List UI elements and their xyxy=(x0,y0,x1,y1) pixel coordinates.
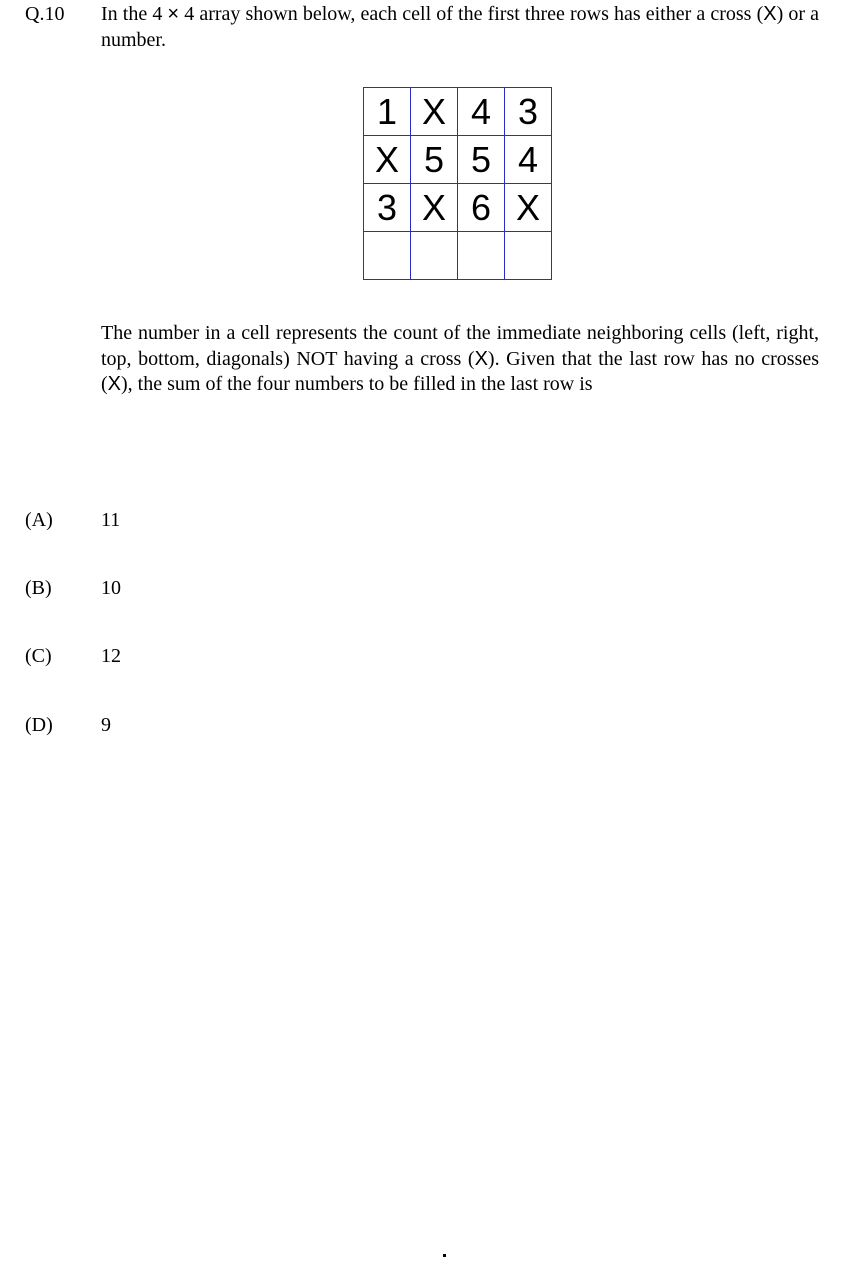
question-number: Q.10 xyxy=(25,3,65,25)
page-footer-mark xyxy=(443,1254,446,1257)
option-label: (B) xyxy=(25,577,52,599)
number-grid xyxy=(363,87,552,280)
grid-row xyxy=(364,184,552,232)
grid-cell-empty xyxy=(505,232,552,280)
option-label: (A) xyxy=(25,509,53,531)
intro-text-1: In the 4 xyxy=(101,3,168,25)
cross-symbol: X xyxy=(474,347,488,370)
option-value: 11 xyxy=(101,509,121,531)
question-body xyxy=(101,321,819,398)
grid-cell: 4 xyxy=(505,136,552,184)
intro-text-2: 4 array shown below, each cell of the first three rows has either a cross ( xyxy=(179,3,764,25)
body-text-2: ). Given that the last row has no crosses ( xyxy=(101,347,820,395)
grid-cell: X xyxy=(411,184,458,232)
grid-cell: 5 xyxy=(411,136,458,184)
grid-cell: 3 xyxy=(505,88,552,136)
grid-cell-empty xyxy=(364,232,411,280)
grid-cell-empty xyxy=(458,232,505,280)
option-value: 12 xyxy=(101,645,121,667)
grid-row xyxy=(364,232,552,280)
grid-cell: 6 xyxy=(458,184,505,232)
grid-cell: X xyxy=(505,184,552,232)
option-label: (D) xyxy=(25,714,53,736)
question-intro xyxy=(101,2,819,53)
grid-cell-empty xyxy=(411,232,458,280)
body-text-3: ), the sum of the four numbers to be filled in the last row is xyxy=(121,373,593,395)
grid-row xyxy=(364,136,552,184)
option-value: 9 xyxy=(101,714,111,736)
grid-cell: 4 xyxy=(458,88,505,136)
body-text-1: The number in a cell represents the count of the immediate neighboring cells (left, right, top, bottom, diagonals) NOT having a cross ( xyxy=(101,322,819,370)
intro-text-3: ) or a number. xyxy=(101,3,819,51)
grid-cell: 3 xyxy=(364,184,411,232)
option-value: 10 xyxy=(101,577,121,599)
cross-symbol: X xyxy=(107,373,122,395)
cross-symbol: X xyxy=(763,3,777,25)
times-symbol: × xyxy=(167,3,180,25)
grid-cell: 1 xyxy=(364,88,411,136)
option-label: (C) xyxy=(25,645,52,667)
grid-cell: X xyxy=(411,88,458,136)
grid-cell: X xyxy=(364,136,411,184)
grid-row xyxy=(364,88,552,136)
grid-cell: 5 xyxy=(458,136,505,184)
